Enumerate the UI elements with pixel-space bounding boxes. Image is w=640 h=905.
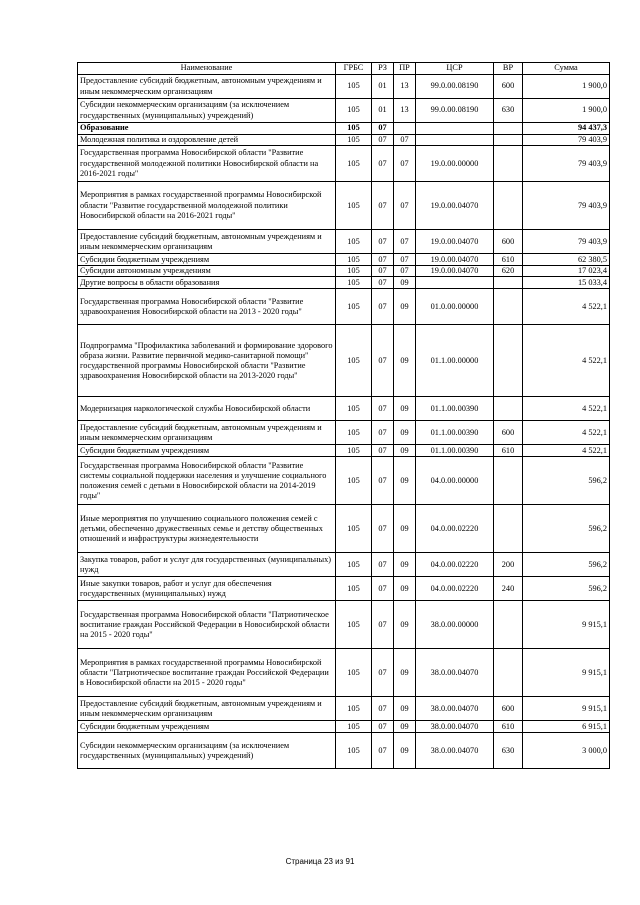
cell-pr: 07 — [394, 135, 416, 146]
cell-name: Иные мероприятия по улучшению социального положения семей с детьми, обеспеченно дружественных семье и детству общественных отношений и инфраструктуры жизнедеятельности — [78, 505, 336, 553]
cell-sum: 4 522,1 — [523, 289, 610, 325]
table-row — [78, 553, 610, 577]
cell-pr: 09 — [394, 289, 416, 325]
cell-vr: 200 — [494, 553, 523, 577]
table-row — [78, 697, 610, 721]
cell-rz: 07 — [372, 182, 394, 230]
cell-sum: 6 915,1 — [523, 721, 610, 733]
cell-name: Государственная программа Новосибирской области "Развитие здравоохранения Новосибирской области на 2013 - 2020 годы" — [78, 289, 336, 325]
table-row — [78, 721, 610, 733]
cell-pr: 13 — [394, 75, 416, 99]
cell-name: Предоставление субсидий бюджетным, автономным учреждениям и иным некоммерческим организациям — [78, 230, 336, 254]
cell-rz: 07 — [372, 230, 394, 254]
cell-grbs: 105 — [336, 135, 372, 146]
cell-pr: 09 — [394, 277, 416, 289]
table-row — [78, 277, 610, 289]
cell-grbs: 105 — [336, 457, 372, 505]
cell-sum: 79 403,9 — [523, 146, 610, 182]
cell-grbs: 105 — [336, 99, 372, 123]
header-name: Наименование — [78, 63, 336, 75]
cell-pr: 09 — [394, 577, 416, 601]
cell-grbs: 105 — [336, 325, 372, 397]
cell-sum: 79 403,9 — [523, 135, 610, 146]
cell-pr: 09 — [394, 697, 416, 721]
table-row — [78, 601, 610, 649]
header-csr: ЦСР — [416, 63, 494, 75]
cell-pr: 09 — [394, 505, 416, 553]
cell-csr: 38.0.00.04070 — [416, 649, 494, 697]
cell-vr: 630 — [494, 733, 523, 769]
cell-rz: 01 — [372, 99, 394, 123]
cell-vr — [494, 505, 523, 553]
cell-sum: 1 900,0 — [523, 75, 610, 99]
table-row — [78, 230, 610, 254]
cell-vr: 610 — [494, 445, 523, 457]
cell-pr: 09 — [394, 553, 416, 577]
cell-name: Закупка товаров, работ и услуг для государственных (муниципальных) нужд — [78, 553, 336, 577]
cell-csr — [416, 123, 494, 135]
cell-rz: 07 — [372, 397, 394, 421]
cell-csr: 04.0.00.02220 — [416, 505, 494, 553]
cell-rz: 07 — [372, 721, 394, 733]
cell-rz: 07 — [372, 733, 394, 769]
cell-csr: 19.0.00.04070 — [416, 254, 494, 266]
cell-sum: 596,2 — [523, 577, 610, 601]
cell-name: Субсидии некоммерческим организациям (за исключением государственных (муниципальных) учреждений) — [78, 99, 336, 123]
cell-csr — [416, 277, 494, 289]
cell-name: Мероприятия в рамках государственной программы Новосибирской области "Патриотическое воспитание граждан Российской Федерации в Новосибирской области на 2015 - 2020 годы" — [78, 649, 336, 697]
cell-sum: 9 915,1 — [523, 649, 610, 697]
table-row — [78, 445, 610, 457]
cell-grbs: 105 — [336, 445, 372, 457]
cell-name: Государственная программа Новосибирской области "Развитие государственной молодежной политики Новосибирской области на 2016-2021 годы" — [78, 146, 336, 182]
cell-sum: 15 033,4 — [523, 277, 610, 289]
cell-vr — [494, 277, 523, 289]
cell-name: Другие вопросы в области образования — [78, 277, 336, 289]
cell-csr: 01.1.00.00390 — [416, 421, 494, 445]
cell-pr: 13 — [394, 99, 416, 123]
cell-sum: 596,2 — [523, 553, 610, 577]
cell-grbs: 105 — [336, 182, 372, 230]
table-row — [78, 135, 610, 146]
cell-pr: 07 — [394, 146, 416, 182]
table-row — [78, 397, 610, 421]
cell-rz: 07 — [372, 146, 394, 182]
cell-sum: 3 000,0 — [523, 733, 610, 769]
cell-grbs: 105 — [336, 721, 372, 733]
cell-pr: 09 — [394, 721, 416, 733]
cell-vr: 630 — [494, 99, 523, 123]
cell-sum: 596,2 — [523, 457, 610, 505]
cell-rz: 07 — [372, 266, 394, 277]
cell-vr — [494, 146, 523, 182]
cell-name: Образование — [78, 123, 336, 135]
page-footer: Страница 23 из 91 — [285, 857, 355, 866]
cell-grbs: 105 — [336, 266, 372, 277]
cell-rz: 07 — [372, 553, 394, 577]
header-grbs: ГРБС — [336, 63, 372, 75]
table-row — [78, 325, 610, 397]
cell-sum: 4 522,1 — [523, 445, 610, 457]
cell-pr: 09 — [394, 733, 416, 769]
cell-csr: 01.1.00.00390 — [416, 397, 494, 421]
cell-grbs: 105 — [336, 577, 372, 601]
cell-sum: 79 403,9 — [523, 182, 610, 230]
cell-rz: 07 — [372, 649, 394, 697]
cell-vr — [494, 289, 523, 325]
cell-sum: 4 522,1 — [523, 397, 610, 421]
table-row — [78, 733, 610, 769]
cell-rz: 07 — [372, 289, 394, 325]
cell-csr: 19.0.00.04070 — [416, 230, 494, 254]
cell-vr — [494, 397, 523, 421]
cell-grbs: 105 — [336, 230, 372, 254]
cell-grbs: 105 — [336, 289, 372, 325]
cell-sum: 9 915,1 — [523, 601, 610, 649]
table-row — [78, 577, 610, 601]
cell-csr: 19.0.00.00000 — [416, 146, 494, 182]
cell-name: Подпрограмма "Профилактика заболеваний и формирование здорового образа жизни. Развитие первичной медико-санитарной помощи" государственной программы Новосибирской области "Развитие здравоохранения Новосибирской области на 2013-2020 годы" — [78, 325, 336, 397]
cell-sum: 4 522,1 — [523, 325, 610, 397]
cell-rz: 07 — [372, 457, 394, 505]
table-row — [78, 421, 610, 445]
cell-name: Предоставление субсидий бюджетным, автономным учреждениям и иным некоммерческим организациям — [78, 75, 336, 99]
table-row — [78, 99, 610, 123]
cell-vr — [494, 649, 523, 697]
cell-name: Иные закупки товаров, работ и услуг для обеспечения государственных (муниципальных) нужд — [78, 577, 336, 601]
cell-pr: 09 — [394, 421, 416, 445]
table-row — [78, 289, 610, 325]
cell-name: Государственная программа Новосибирской области "Патриотическое воспитание граждан Российской Федерации в Новосибирской области на 2015 - 2020 годы" — [78, 601, 336, 649]
cell-vr: 240 — [494, 577, 523, 601]
cell-vr — [494, 182, 523, 230]
budget-table — [77, 62, 610, 769]
header-sum: Сумма — [523, 63, 610, 75]
cell-rz: 07 — [372, 421, 394, 445]
cell-grbs: 105 — [336, 397, 372, 421]
table-row — [78, 649, 610, 697]
cell-sum: 79 403,9 — [523, 230, 610, 254]
cell-sum: 94 437,3 — [523, 123, 610, 135]
table-row — [78, 505, 610, 553]
cell-pr: 07 — [394, 182, 416, 230]
cell-pr: 09 — [394, 325, 416, 397]
cell-pr: 09 — [394, 601, 416, 649]
cell-rz: 07 — [372, 123, 394, 135]
cell-csr: 19.0.00.04070 — [416, 266, 494, 277]
cell-rz: 07 — [372, 254, 394, 266]
table-row — [78, 75, 610, 99]
cell-vr: 610 — [494, 721, 523, 733]
cell-name: Модернизация наркологической службы Новосибирской области — [78, 397, 336, 421]
cell-csr: 19.0.00.04070 — [416, 182, 494, 230]
header-pr: ПР — [394, 63, 416, 75]
table-row — [78, 123, 610, 135]
cell-csr: 01.1.00.00000 — [416, 325, 494, 397]
cell-name: Предоставление субсидий бюджетным, автономным учреждениям и иным некоммерческим организациям — [78, 697, 336, 721]
cell-name: Субсидии некоммерческим организациям (за исключением государственных (муниципальных) учреждений) — [78, 733, 336, 769]
header-rz: РЗ — [372, 63, 394, 75]
cell-rz: 07 — [372, 697, 394, 721]
cell-csr: 04.0.00.02220 — [416, 577, 494, 601]
cell-csr: 38.0.00.04070 — [416, 697, 494, 721]
cell-sum: 596,2 — [523, 505, 610, 553]
cell-csr: 38.0.00.04070 — [416, 733, 494, 769]
cell-grbs: 105 — [336, 505, 372, 553]
cell-vr: 600 — [494, 421, 523, 445]
cell-name: Субсидии бюджетным учреждениям — [78, 721, 336, 733]
cell-grbs: 105 — [336, 601, 372, 649]
table-row — [78, 182, 610, 230]
cell-vr: 600 — [494, 697, 523, 721]
cell-pr: 07 — [394, 254, 416, 266]
cell-vr — [494, 325, 523, 397]
cell-csr: 99.0.00.08190 — [416, 75, 494, 99]
cell-vr — [494, 601, 523, 649]
cell-vr: 610 — [494, 254, 523, 266]
cell-rz: 07 — [372, 445, 394, 457]
cell-rz: 07 — [372, 577, 394, 601]
cell-grbs: 105 — [336, 421, 372, 445]
cell-name: Субсидии бюджетным учреждениям — [78, 445, 336, 457]
cell-csr: 04.0.00.02220 — [416, 553, 494, 577]
cell-pr: 07 — [394, 266, 416, 277]
cell-rz: 07 — [372, 277, 394, 289]
cell-csr: 04.0.00.00000 — [416, 457, 494, 505]
cell-csr: 38.0.00.04070 — [416, 721, 494, 733]
cell-vr: 620 — [494, 266, 523, 277]
cell-pr: 09 — [394, 445, 416, 457]
cell-name: Молодежная политика и оздоровление детей — [78, 135, 336, 146]
cell-csr: 01.0.00.00000 — [416, 289, 494, 325]
cell-rz: 07 — [372, 505, 394, 553]
cell-rz: 07 — [372, 601, 394, 649]
cell-csr: 38.0.00.00000 — [416, 601, 494, 649]
cell-vr: 600 — [494, 230, 523, 254]
table-header-row — [78, 63, 610, 75]
cell-vr: 600 — [494, 75, 523, 99]
cell-vr — [494, 123, 523, 135]
cell-pr: 09 — [394, 397, 416, 421]
cell-sum: 4 522,1 — [523, 421, 610, 445]
cell-name: Мероприятия в рамках государственной программы Новосибирской области "Развитие государственной молодежной политики Новосибирской области на 2016-2021 годы" — [78, 182, 336, 230]
cell-grbs: 105 — [336, 697, 372, 721]
cell-pr — [394, 123, 416, 135]
header-vr: ВР — [494, 63, 523, 75]
cell-name: Предоставление субсидий бюджетным, автономным учреждениям и иным некоммерческим организациям — [78, 421, 336, 445]
cell-grbs: 105 — [336, 553, 372, 577]
table-row — [78, 254, 610, 266]
cell-sum: 1 900,0 — [523, 99, 610, 123]
cell-name: Государственная программа Новосибирской области "Развитие системы социальной поддержки населения и улучшение социального положения семей с детьми в Новосибирской области на 2014-2019 годы" — [78, 457, 336, 505]
cell-pr: 07 — [394, 230, 416, 254]
cell-rz: 07 — [372, 325, 394, 397]
cell-grbs: 105 — [336, 277, 372, 289]
cell-sum: 62 380,5 — [523, 254, 610, 266]
cell-grbs: 105 — [336, 123, 372, 135]
cell-sum: 17 023,4 — [523, 266, 610, 277]
cell-pr: 09 — [394, 649, 416, 697]
cell-grbs: 105 — [336, 649, 372, 697]
cell-pr: 09 — [394, 457, 416, 505]
table-body — [78, 75, 610, 769]
cell-vr — [494, 135, 523, 146]
table-row — [78, 266, 610, 277]
cell-rz: 07 — [372, 135, 394, 146]
cell-vr — [494, 457, 523, 505]
table-row — [78, 146, 610, 182]
cell-grbs: 105 — [336, 733, 372, 769]
cell-name: Субсидии автономным учреждениям — [78, 266, 336, 277]
cell-csr — [416, 135, 494, 146]
cell-rz: 01 — [372, 75, 394, 99]
cell-grbs: 105 — [336, 254, 372, 266]
cell-grbs: 105 — [336, 146, 372, 182]
cell-name: Субсидии бюджетным учреждениям — [78, 254, 336, 266]
cell-grbs: 105 — [336, 75, 372, 99]
cell-csr: 01.1.00.00390 — [416, 445, 494, 457]
cell-sum: 9 915,1 — [523, 697, 610, 721]
table-row — [78, 457, 610, 505]
cell-csr: 99.0.00.08190 — [416, 99, 494, 123]
